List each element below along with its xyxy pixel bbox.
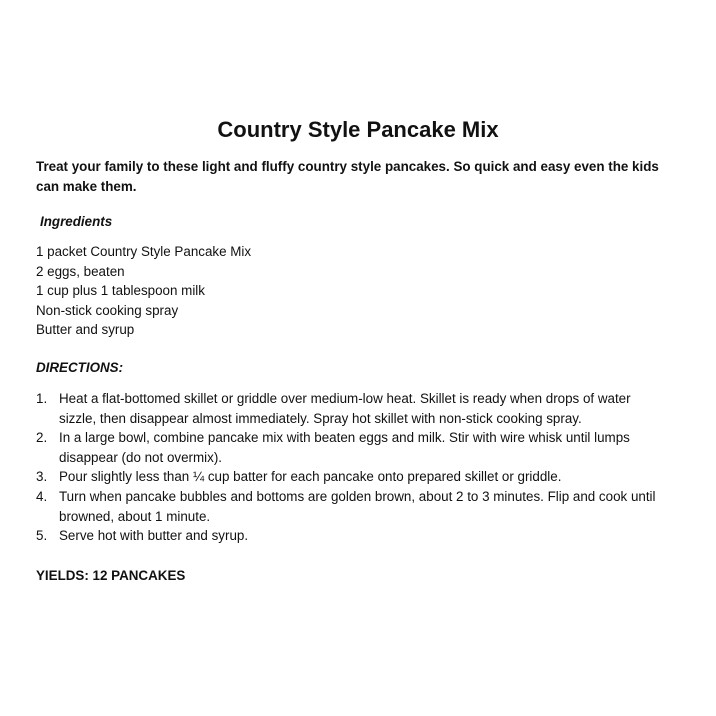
ingredient-item: 1 packet Country Style Pancake Mix <box>36 244 252 259</box>
ingredient-item: 2 eggs, beaten <box>36 263 125 279</box>
ingredients-list <box>36 242 251 340</box>
step-number: 2. <box>36 430 48 446</box>
ingredient-item: 1 cup plus 1 tablespoon milk <box>36 283 205 299</box>
step-number: 5. <box>36 528 48 544</box>
directions-heading: DIRECTIONS: <box>36 360 124 375</box>
step-number: 1. <box>36 391 48 406</box>
step-text: Heat a flat-bottomed skillet or griddle over medium-low heat. Skillet is ready when drops of water sizzle, then disappear almost immediately. Spray hot skillet with non-stick cooking spray. <box>59 391 631 426</box>
step-text: In a large bowl, combine pancake mix with beaten eggs and milk. Stir with wire whisk until lumps disappear (do not overmix). <box>59 430 630 465</box>
direction-step <box>36 526 656 546</box>
ingredient-item: Butter and syrup <box>36 322 135 338</box>
recipe-intro: Treat your family to these light and fluffy country style pancakes. So quick and easy even the kids can make them. <box>36 159 659 194</box>
ingredients-heading: Ingredients <box>40 214 113 229</box>
page-title: Country Style Pancake Mix <box>217 117 499 142</box>
direction-step <box>36 389 656 428</box>
yields-label: YIELDS: 12 PANCAKES <box>36 568 186 583</box>
step-number: 4. <box>36 488 48 504</box>
step-number: 3. <box>36 469 48 485</box>
direction-step <box>36 487 656 526</box>
step-text: Serve hot with butter and syrup. <box>59 528 249 544</box>
direction-step <box>36 467 656 487</box>
directions-list <box>36 389 656 546</box>
step-text: Pour slightly less than ¼ cup batter for each pancake onto prepared skillet or griddle. <box>59 469 562 485</box>
ingredient-item: Non-stick cooking spray <box>36 302 179 318</box>
step-text: Turn when pancake bubbles and bottoms are golden brown, about 2 to 3 minutes. Flip and cook until browned, about 1 minute. <box>59 488 656 524</box>
direction-step <box>36 428 656 467</box>
